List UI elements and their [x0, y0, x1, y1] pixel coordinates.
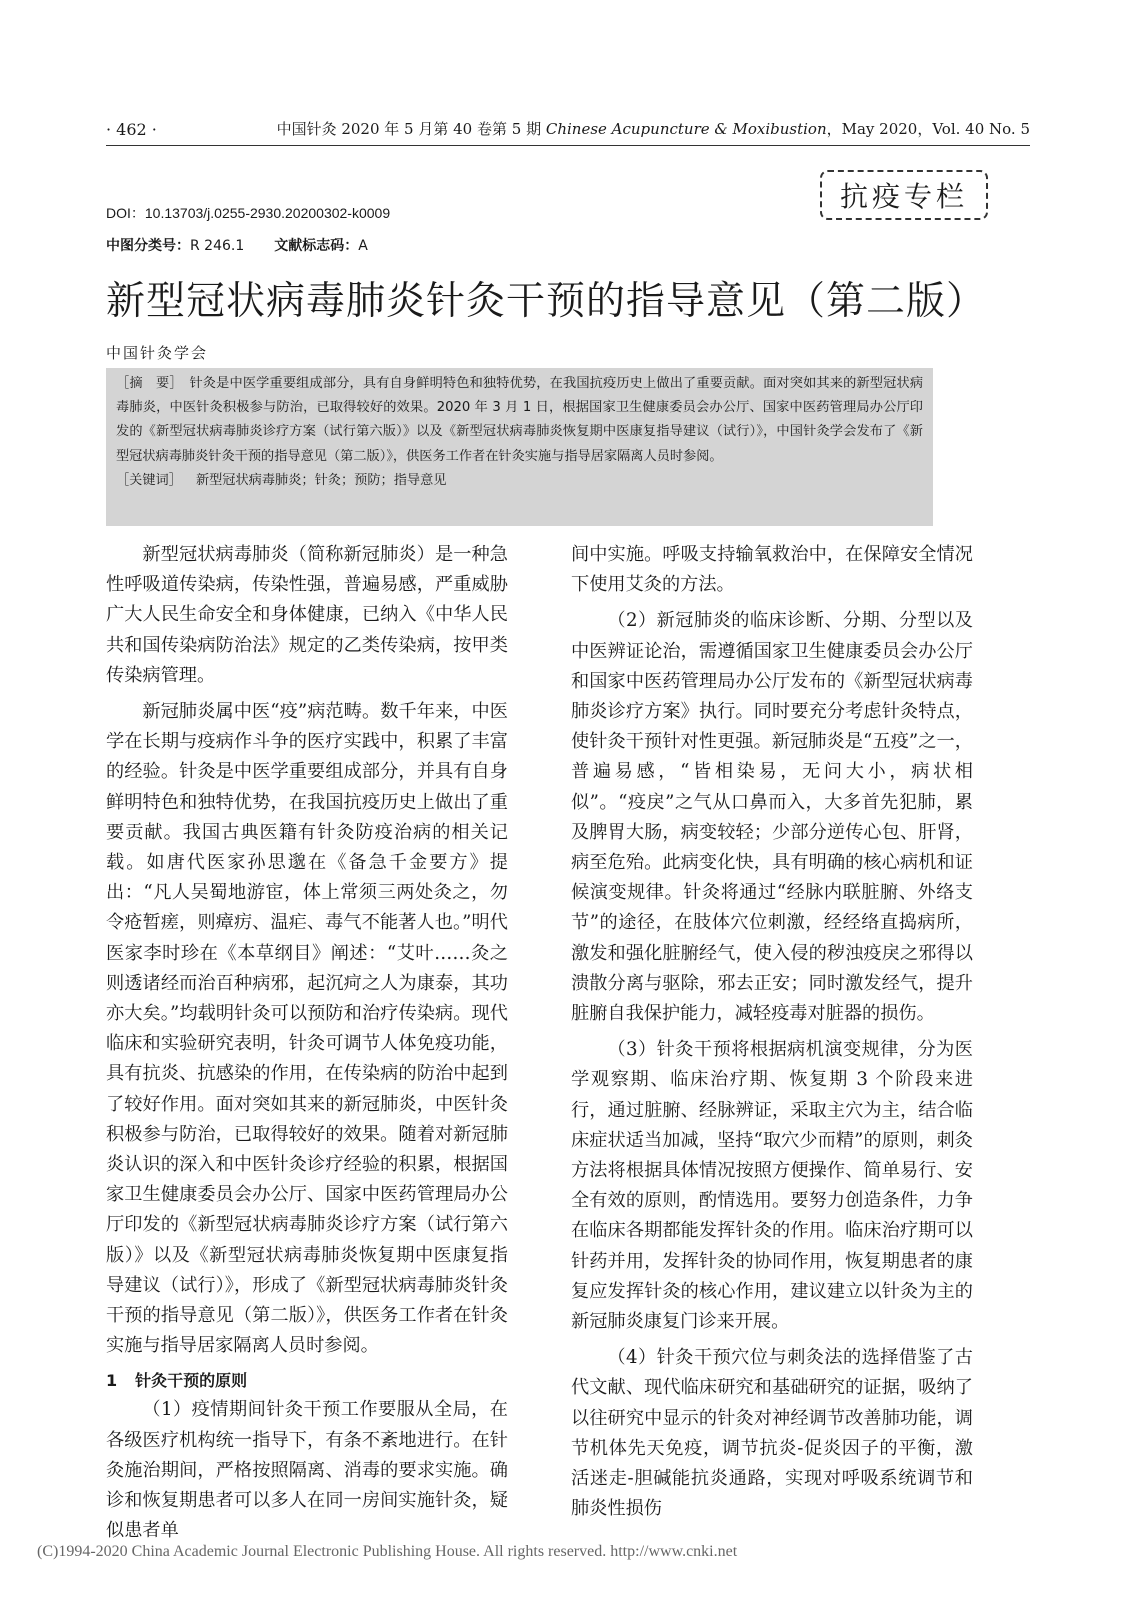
abstract-text: 针灸是中医学重要组成部分，具有自身鲜明特色和独特优势，在我国抗疫历史上做出了重要贡献。面对突如其来的新型冠状病毒肺炎，中医针灸积极参与防治，已取得较好的效果。2020 年 3 月 1 日，根据国家卫生健康委员会办公厅、国家中医药管理局办公厅印发的《新型冠状病毒肺炎诊疗方案（试行第六版）》以及《新型冠状病毒肺炎恢复期中医康复指导建议（试行）》，中国针灸学会发布了《新型冠状病毒肺炎针灸干预的指导意见（第二版）》，供医务工作者在针灸实施与指导居家隔离人员时参阅。	[116, 376, 924, 464]
section-heading	[106, 1367, 508, 1395]
abstract-box	[106, 368, 933, 526]
journal-issue: ，May 2020，Vol. 40 No. 5	[826, 120, 1030, 138]
section-number: 1	[106, 1371, 118, 1391]
body-paragraph: （4）针灸干预穴位与刺灸法的选择借鉴了古代文献、现代临床研究和基础研究的证据，吸纳了以往研究中显示的针灸对神经调节改善肺功能，调节机体先天免疫，调节抗炎-促炎因子的平衡，激活迷走-胆碱能抗炎通路，实现对呼吸系统调节和肺炎性损伤	[571, 1347, 973, 1520]
body-paragraph: 新冠肺炎属中医“疫”病范畴。数千年来，中医学在长期与疫病作斗争的医疗实践中，积累了丰富的经验。针灸是中医学重要组成部分，并具有自身鲜明特色和独特优势，在我国抗疫历史上做出了重要贡献。我国古典医籍有针灸防疫治病的相关记载。如唐代医家孙思邈在《备急千金要方》提出：“凡人吴蜀地游宦，体上常须三两处灸之，勿令疮暂瘥，则瘴疠、温疟、毒气不能著人也。”明代医家李时珍在《本草纲目》阐述：“艾叶……灸之则透诸经而治百种病邪，起沉疴之人为康泰，其功亦大矣。”均载明针灸可以预防和治疗传染病。现代临床和实验研究表明，针灸可调节人体免疫功能，具有抗炎、抗感染的作用，在传染病的防治中起到了较好作用。面对突如其来的新冠肺炎，中医针灸积极参与防治，已取得较好的效果。随着对新冠肺炎认识的深入和中医针灸诊疗经验的积累，根据国家卫生健康委员会办公厅、国家中医药管理局办公厅印发的《新型冠状病毒肺炎诊疗方案（试行第六版）》以及《新型冠状病毒肺炎恢复期中医康复指导建议（试行）》，形成了《新型冠状病毒肺炎针灸干预的指导意见（第二版）》，供医务工作者在针灸实施与指导居家隔离人员时参阅。	[106, 701, 508, 1357]
clc-label: 中图分类号：	[106, 238, 190, 254]
copyright-footer: (C)1994-2020 China Academic Journal Electronic Publishing House. All rights reserved. http://www.cnki.net	[37, 1543, 738, 1560]
author: 中国针灸学会	[106, 344, 209, 362]
abstract-label: ［摘 要］	[116, 376, 177, 391]
body-paragraph: 新型冠状病毒肺炎（简称新冠肺炎）是一种急性呼吸道传染病，传染性强，普遍易感，严重威胁广大人民生命安全和身体健康，已纳入《中华人民共和国传染病防治法》规定的乙类传染病，按甲类传染病管理。	[106, 544, 508, 686]
classification-line	[106, 235, 368, 255]
column-badge: 抗疫专栏	[820, 170, 988, 220]
journal-name-en: Chinese Acupuncture & Moxibustion	[545, 120, 827, 138]
abstract	[116, 372, 923, 469]
doc-code-value: A	[358, 238, 368, 254]
section-title: 针灸干预的原则	[135, 1371, 248, 1391]
doc-code-label: 文献标志码：	[274, 238, 359, 254]
keywords	[116, 469, 923, 493]
journal-header	[277, 118, 1030, 139]
body-column-left	[106, 540, 508, 1553]
article-title: 新型冠状病毒肺炎针灸干预的指导意见（第二版）	[106, 279, 987, 324]
page-number: · 462 ·	[106, 120, 157, 139]
body-paragraph: （3）针灸干预将根据病机演变规律，分为医学观察期、临床治疗期、恢复期 3 个阶段来进行，通过脏腑、经脉辨证，采取主穴为主，结合临床症状适当加减，坚持“取穴少而精”的原则，刺灸方法将根据具体情况按照方便操作、简单易行、安全有效的原则，酌情选用。要努力创造条件，力争在临床各期都能发挥针灸的作用。临床治疗期可以针药并用，发挥针灸的协同作用，恢复期患者的康复应发挥针灸的核心作用，建议建立以针灸为主的新冠肺炎康复门诊来开展。	[571, 1039, 973, 1333]
doi[interactable]: DOI：10.13703/j.0255-2930.20200302-k0009	[106, 205, 391, 221]
header-rule	[106, 145, 1030, 146]
body-paragraph: 间中实施。呼吸支持输氧救治中，在保障安全情况下使用艾灸的方法。	[571, 544, 973, 596]
keywords-label: ［关键词］	[116, 472, 182, 488]
body-paragraph: （1）疫情期间针灸干预工作要服从全局，在各级医疗机构统一指导下，有条不紊地进行。在针灸施治期间，严格按照隔离、消毒的要求实施。确诊和恢复期患者可以多人在同一房间实施针灸，疑似患者单	[106, 1399, 508, 1542]
keywords-text: 新型冠状病毒肺炎；针灸；预防；指导意见	[195, 472, 447, 488]
body-paragraph: （2）新冠肺炎的临床诊断、分期、分型以及中医辨证论治，需遵循国家卫生健康委员会办公厅和国家中医药管理局办公厅发布的《新型冠状病毒肺炎诊疗方案》执行。同时要充分考虑针灸特点，使针灸干预针对性更强。新冠肺炎是“五疫”之一，普遍易感，“皆相染易，无问大小，病状相似”。“疫戾”之气从口鼻而入，大多首先犯肺，累及脾胃大肠，病变较轻；少部分逆传心包、肝肾，病至危殆。此病变化快，具有明确的核心病机和证候演变规律。针灸将通过“经脉内联脏腑、外络支节”的途径，在肢体穴位刺激，经经络直捣病所，激发和强化脏腑经气，使入侵的秽浊疫戾之邪得以溃散分离与驱除，邪去正安；同时激发经气，提升脏腑自我保护能力，减轻疫毒对脏器的损伤。	[571, 610, 973, 1025]
clc-value: R 246.1	[190, 238, 245, 254]
journal-name-cn: 中国针灸 2020 年 5 月第 40 卷第 5 期	[276, 120, 546, 138]
body-column-right	[571, 540, 973, 1531]
